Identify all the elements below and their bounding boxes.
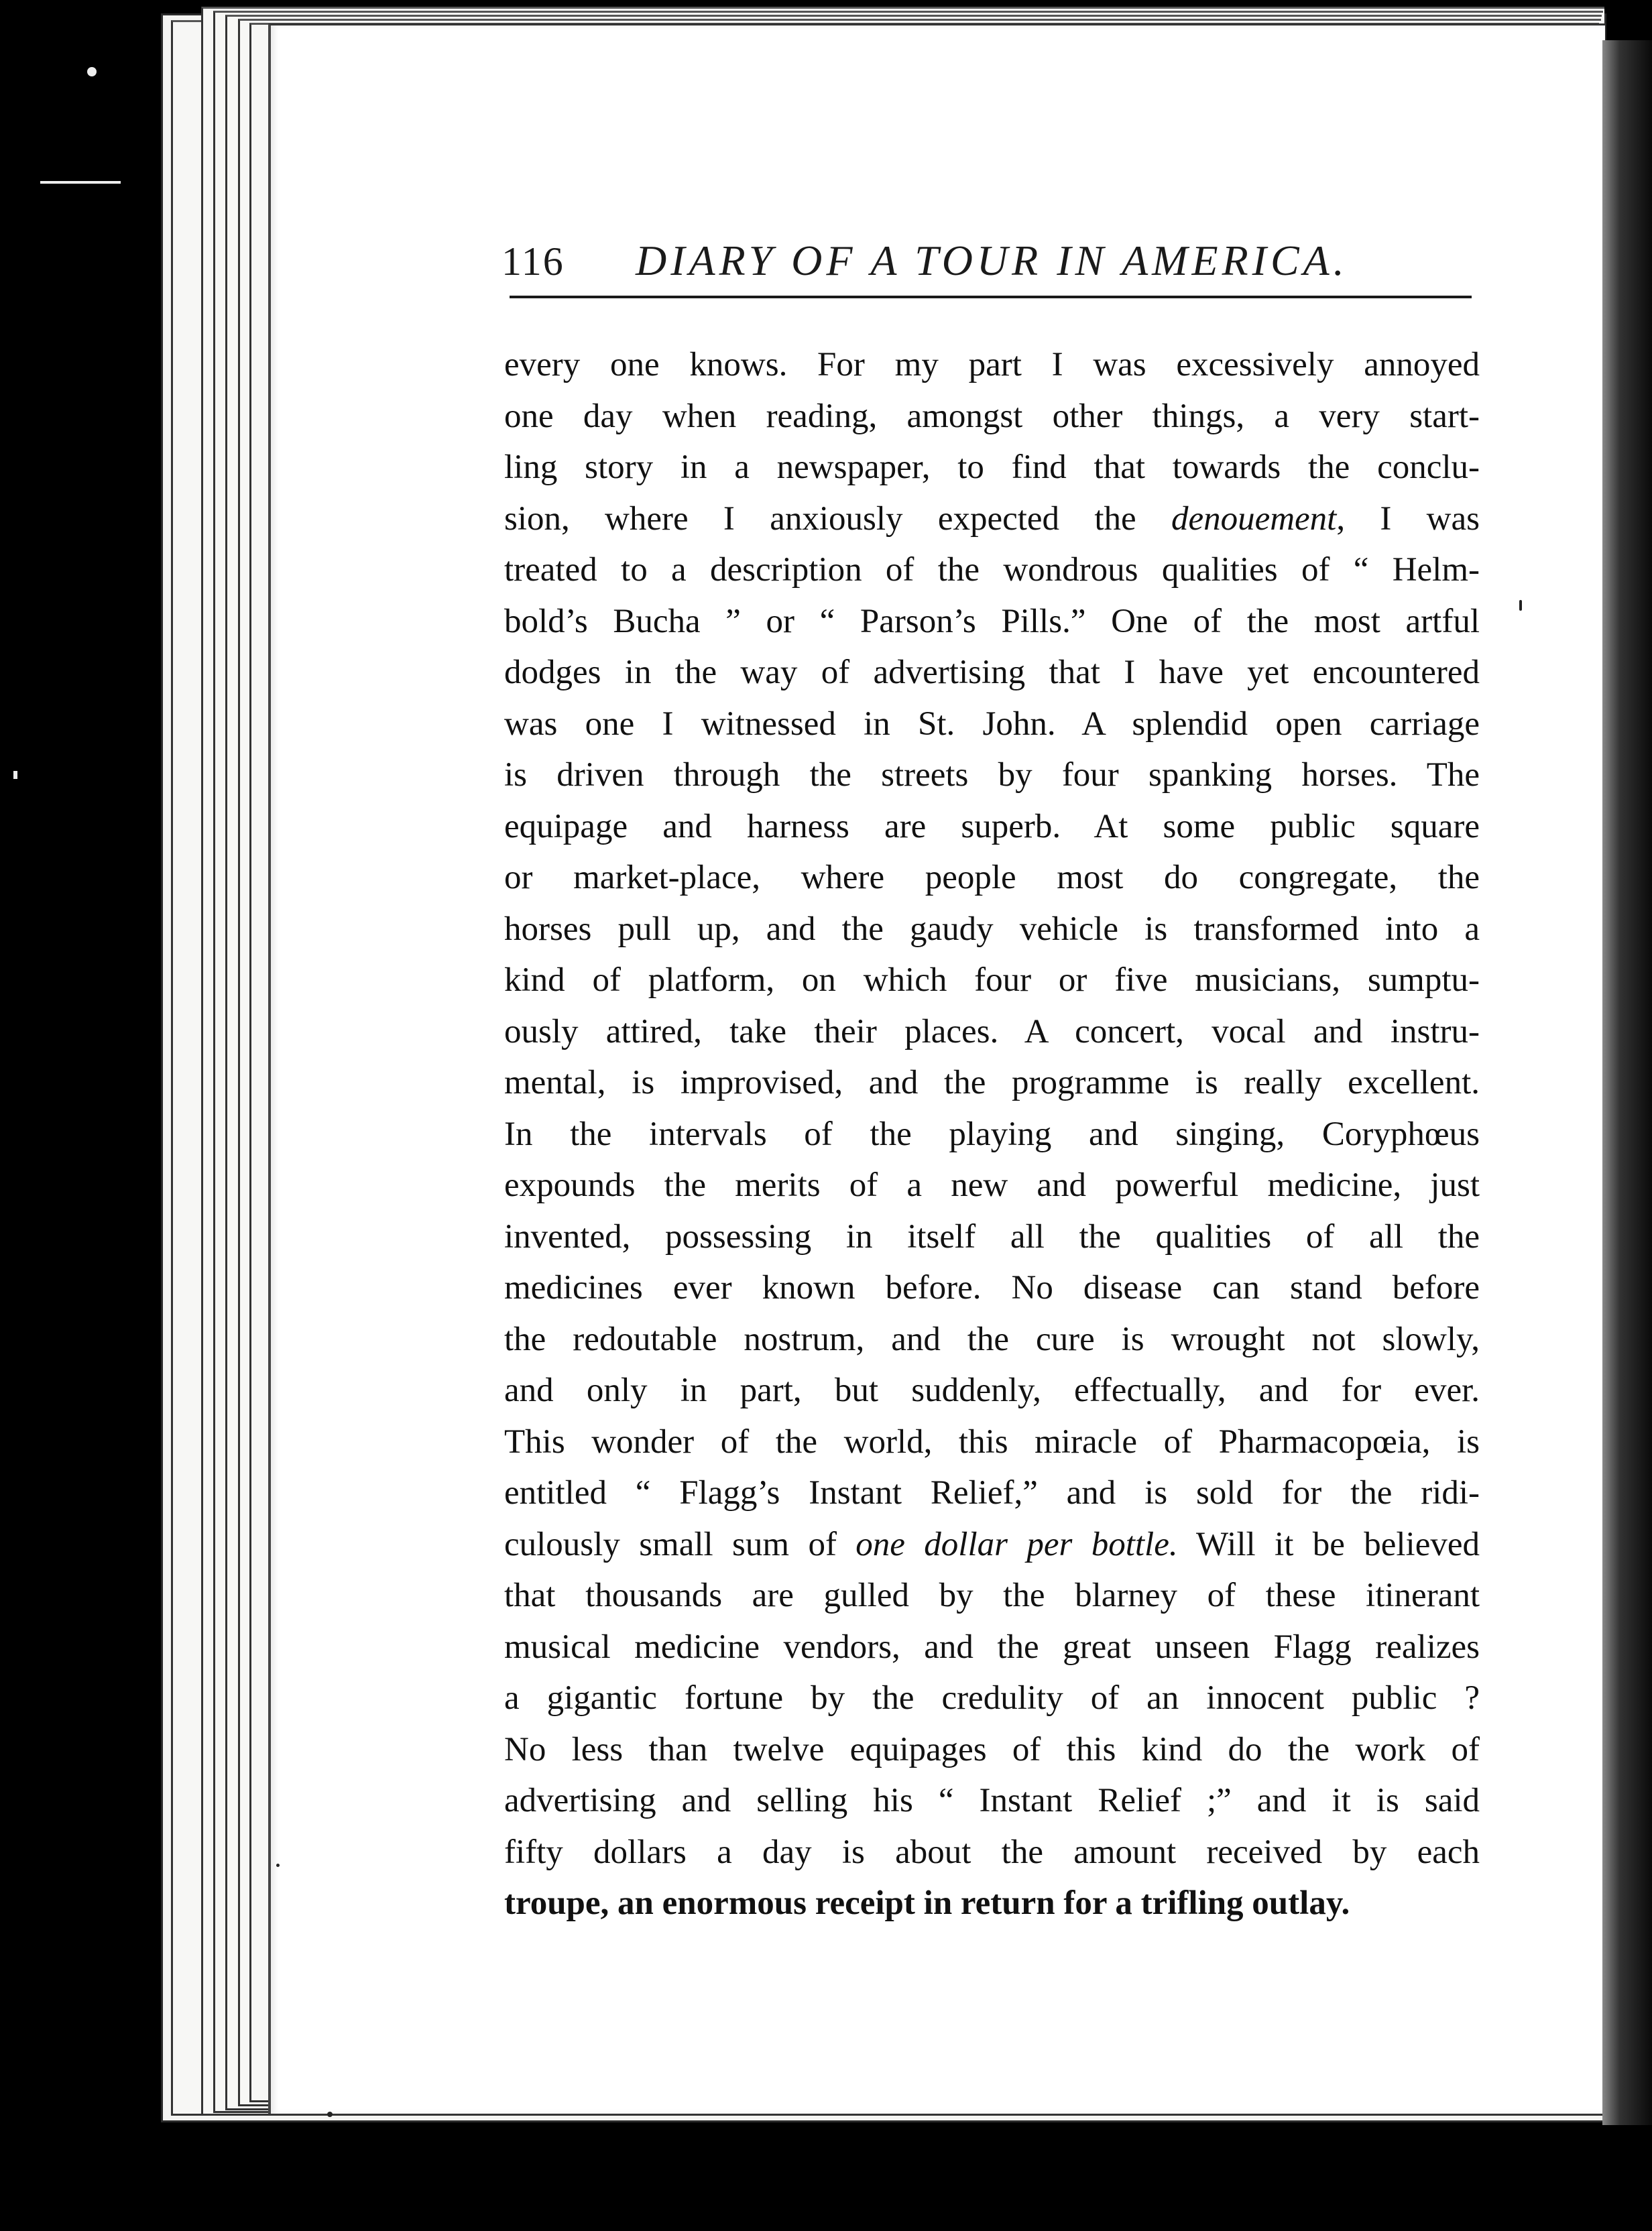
text-line: kind of platform, on which four or five musicians, sumptu-	[504, 961, 1480, 999]
text-line	[504, 1519, 1480, 1571]
text-line: fifty dollars a day is about the amount received by each	[504, 1833, 1480, 1871]
body-text	[504, 339, 1480, 1929]
text-line: was one I witnessed in St. John. A splendid open carriage	[504, 705, 1480, 743]
text-line: is driven through the streets by four spanking horses. The	[504, 756, 1480, 794]
text-line: invented, possessing in itself all the qualities of all the	[504, 1217, 1480, 1256]
text-line: medicines ever known before. No disease can stand before	[504, 1269, 1480, 1307]
header-rule	[510, 296, 1472, 298]
text-line: equipage and harness are superb. At some public square	[504, 807, 1480, 845]
text-line: ling story in a newspaper, to find that towards the conclu-	[504, 448, 1480, 486]
running-title: DIARY OF A TOUR IN AMERICA.	[636, 237, 1348, 284]
text-line: expounds the merits of a new and powerful medicine, just	[504, 1166, 1480, 1204]
text-line: every one knows. For my part I was excessively annoyed	[504, 346, 1480, 383]
page-number: 116	[501, 239, 565, 284]
text-line: horses pull up, and the gaudy vehicle is transformed into a	[504, 910, 1480, 948]
binding-shadow	[1602, 40, 1652, 2125]
line-text: , I was	[1336, 499, 1480, 538]
text-line: troupe, an enormous receipt in return for a trifling outlay.	[504, 1884, 1350, 1922]
text-line: In the intervals of the playing and singing, Coryphœus	[504, 1115, 1480, 1153]
scan-speck	[276, 1864, 280, 1867]
text-line: entitled “ Flagg’s Instant Relief,” and is sold for the ridi-	[504, 1474, 1480, 1512]
text-line: one day when reading, amongst other things, a very start-	[504, 397, 1480, 435]
line-text: culously small sum of	[504, 1525, 837, 1563]
italic-phrase: one dollar per bottle.	[856, 1525, 1178, 1563]
scan-speck	[87, 67, 97, 76]
text-line: dodges in the way of advertising that I have yet encountered	[504, 654, 1480, 691]
text-line: mental, is improvised, and the programme is really excellent.	[504, 1064, 1480, 1101]
scan-speck	[1519, 600, 1522, 611]
text-line: musical medicine vendors, and the great unseen Flagg realizes	[504, 1628, 1480, 1666]
text-line: or market-place, where people most do congregate, the	[504, 859, 1480, 896]
scan-speck	[40, 181, 121, 184]
text-line: No less than twelve equipages of this kind do the work of	[504, 1730, 1480, 1768]
line-text: Will it be believed	[1177, 1525, 1480, 1563]
text-line: advertising and selling his “ Instant Relief ;” and it is said	[504, 1782, 1480, 1819]
running-header	[501, 228, 1474, 302]
text-line: treated to a description of the wondrous qualities of “ Helm-	[504, 551, 1480, 589]
text-line: bold’s Bucha ” or “ Parson’s Pills.” One of the most artful	[504, 602, 1480, 640]
scan-speck	[13, 771, 17, 779]
text-line: that thousands are gulled by the blarney of these itinerant	[504, 1577, 1480, 1614]
text-line: This wonder of the world, this miracle of Pharmacopœia, is	[504, 1423, 1480, 1461]
text-line: a gigantic fortune by the credulity of an innocent public ?	[504, 1679, 1480, 1717]
text-line	[504, 493, 1480, 545]
text-line: and only in part, but suddenly, effectually, and for ever.	[504, 1372, 1480, 1409]
text-line: the redoutable nostrum, and the cure is wrought not slowly,	[504, 1320, 1480, 1358]
text-line: ously attired, take their places. A concert, vocal and instru-	[504, 1012, 1480, 1050]
italic-term: denouement	[1171, 499, 1337, 538]
line-text: sion, where I anxiously expected the	[504, 499, 1136, 538]
scan-speck	[327, 2112, 333, 2117]
